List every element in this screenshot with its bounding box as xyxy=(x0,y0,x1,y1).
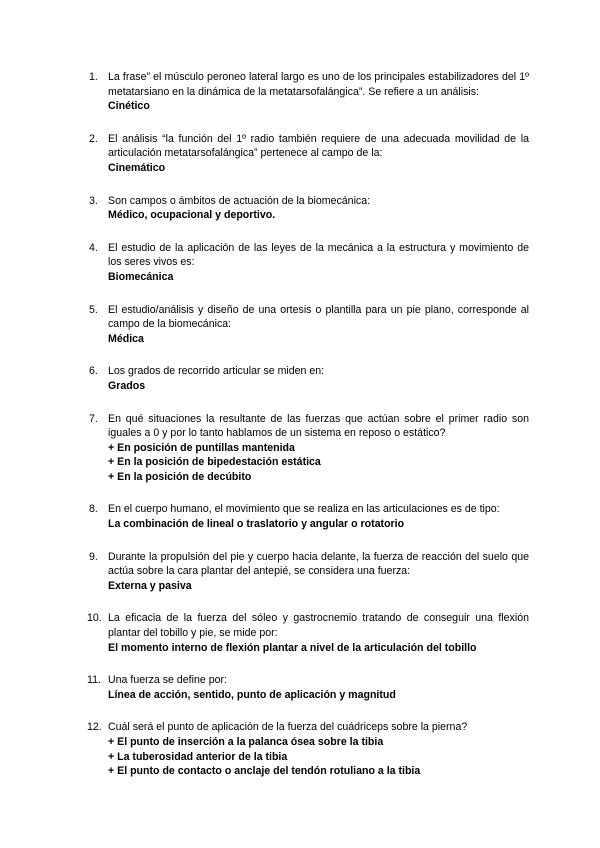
answer-text: + En la posición de decúbito xyxy=(108,470,252,483)
answer-text: La combinación de lineal o traslatorio y angular o rotatorio xyxy=(108,518,405,531)
answer-text: Cinemático xyxy=(108,161,166,174)
question-number: 12. xyxy=(87,721,102,734)
question-text: La eficacia de la fuerza del sóleo y gastrocnemio tratando de conseguir una flexión plantar del tobillo y pie, se mide por: xyxy=(108,612,529,640)
question-number: 8. xyxy=(89,503,98,516)
question-item-3 xyxy=(89,194,529,223)
question-item-6 xyxy=(89,364,529,393)
question-list xyxy=(89,70,529,797)
answer-text: + El punto de contacto o anclaje del tendón rotuliano a la tibia xyxy=(108,765,421,778)
question-item-1 xyxy=(89,70,529,114)
question-text: Cuál será el punto de aplicación de la fuerza del cuádriceps sobre la pierna? xyxy=(108,721,468,734)
question-item-10 xyxy=(89,611,529,655)
answer-text: Línea de acción, sentido, punto de aplicación y magnitud xyxy=(108,688,396,701)
question-text: En el cuerpo humano, el movimiento que se realiza en las articulaciones es de tipo: xyxy=(108,503,500,516)
question-text: El estudio/análisis y diseño de una ortesis o plantilla para un pie plano, corresponde al campo de la biomecánica: xyxy=(108,303,529,331)
question-item-9 xyxy=(89,550,529,594)
question-number: 7. xyxy=(89,412,98,425)
question-number: 4. xyxy=(89,241,98,254)
question-item-2 xyxy=(89,132,529,176)
question-number: 6. xyxy=(89,365,98,378)
answer-text: Médica xyxy=(108,332,144,345)
question-number: 5. xyxy=(89,303,98,316)
answer-text: El momento interno de flexión plantar a nivel de la articulación del tobillo xyxy=(108,641,477,654)
question-text: El análisis “la función del 1º radio también requiere de una adecuada movilidad de la articulación metatarsofalángica” pertenece al campo de la: xyxy=(108,132,529,160)
answer-text: + En posición de puntillas mantenida xyxy=(108,441,295,454)
question-text: El estudio de la aplicación de las leyes de la mecánica a la estructura y movimiento de los seres vivos es: xyxy=(108,241,529,269)
question-item-4 xyxy=(89,241,529,285)
answer-text: Grados xyxy=(108,379,146,392)
answer-text: + La tuberosidad anterior de la tibia xyxy=(108,750,288,763)
question-number: 3. xyxy=(89,194,98,207)
question-text: Una fuerza se define por: xyxy=(108,674,227,687)
question-number: 2. xyxy=(89,132,98,145)
question-number: 1. xyxy=(89,71,98,83)
question-number: 9. xyxy=(89,550,98,563)
answer-text: Externa y pasiva xyxy=(108,579,192,592)
question-number: 11. xyxy=(87,674,101,687)
answer-text: Médico, ocupacional y deportivo. xyxy=(108,209,276,222)
answer-text: + En la posición de bipedestación estática xyxy=(108,456,321,469)
question-text: Son campos o ámbitos de actuación de la biomecánica: xyxy=(108,194,371,207)
answer-text: Biomecánica xyxy=(108,270,174,283)
question-number: 10. xyxy=(87,612,102,625)
question-text: Los grados de recorrido articular se miden en: xyxy=(108,365,325,378)
answer-text: Cinético xyxy=(108,100,150,113)
answer-text: + El punto de inserción a la palanca ósea sobre la tibia xyxy=(108,736,384,748)
question-text: En qué situaciones la resultante de las fuerzas que actúan sobre el primer radio son iguales a 0 y por lo tanto hablamos de un sistema en reposo o estático? xyxy=(108,412,529,440)
question-item-11 xyxy=(89,673,529,702)
question-item-5 xyxy=(89,303,529,347)
question-item-12 xyxy=(89,720,529,778)
question-item-8 xyxy=(89,502,529,531)
question-text: La frase” el músculo peroneo lateral largo es uno de los principales estabilizadores del 1º metatarsiano en la dinámica de la metatarsofalángica”. Se refiere a un análisis: xyxy=(108,71,529,98)
question-text: Durante la propulsión del pie y cuerpo hacia delante, la fuerza de reacción del suelo que actúa sobre la cara plantar del antepié, se considera una fuerza: xyxy=(108,550,529,578)
question-item-7 xyxy=(89,412,529,485)
